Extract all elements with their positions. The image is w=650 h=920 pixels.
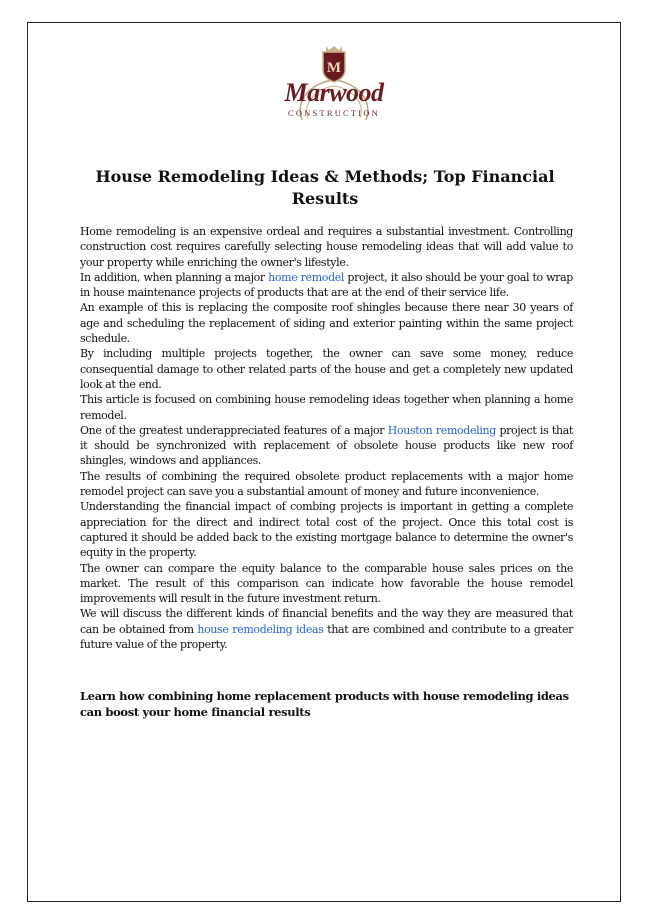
- page-title: House Remodeling Ideas & Methods; Top Financial Results: [95, 167, 555, 208]
- logo-subtitle: CONSTRUCTION: [287, 108, 381, 118]
- paragraph: This article is focused on combining house remodeling ideas together when planning a home remodel.: [80, 393, 573, 422]
- paragraph: By including multiple projects together, the owner can save some money, reduce consequential damage to other related parts of the house and get a completely new updated look at the end.: [80, 347, 573, 391]
- call-to-action-text: Learn how combining home replacement products with house remodeling ideas can boost your home financial results: [80, 689, 569, 719]
- logo-name: Marwood: [284, 78, 384, 107]
- paragraph: In addition, when planning a major home remodel project, it also should be your goal to wrap in house maintenance projects of products that are at the end of their service life.: [80, 270, 573, 300]
- paragraph: The results of combining the required obsolete product replacements with a major home remodel project can save you a substantial amount of money and future inconvenience.: [80, 469, 573, 499]
- house-remodeling-ideas-link[interactable]: house remodeling ideas: [197, 622, 324, 636]
- company-logo: [264, 46, 404, 132]
- paragraph: Home remodeling is an expensive ordeal and requires a substantial investment. Controlling construction cost requires carefully selecting house remodeling ideas that will add value to your property while enriching the owner's lifestyle.: [80, 225, 573, 269]
- paragraph: An example of this is replacing the composite roof shingles because there near 30 years of age and scheduling the replacement of siding and exterior painting within the same project schedule.: [80, 301, 573, 346]
- article-body: [80, 224, 573, 652]
- paragraph: We will discuss the different kinds of financial benefits and the way they are measured that can be obtained from house remodeling ideas that are combined and contribute to a greater future value of the property.: [80, 607, 574, 652]
- paragraph: One of the greatest underappreciated features of a major Houston remodeling project is that it should be synchronized with replacement of obsolete house products like new roof shingles, windows and appliances.: [80, 423, 573, 468]
- logo-monogram: M: [326, 60, 342, 76]
- paragraph: The owner can compare the equity balance to the comparable house sales prices on the market. The result of this comparison can indicate how favorable the house remodel improvements will result in the future investment return.: [80, 561, 573, 606]
- houston-remodeling-link[interactable]: Houston remodeling: [387, 423, 496, 437]
- paragraph: Understanding the financial impact of combing projects is important in getting a complete appreciation for the direct and indirect total cost of the project. Once this total cost is captured it should be added back to the existing mortgage balance to determine the owner's equity in the property.: [80, 500, 573, 560]
- home-remodel-link[interactable]: home remodel: [268, 270, 345, 284]
